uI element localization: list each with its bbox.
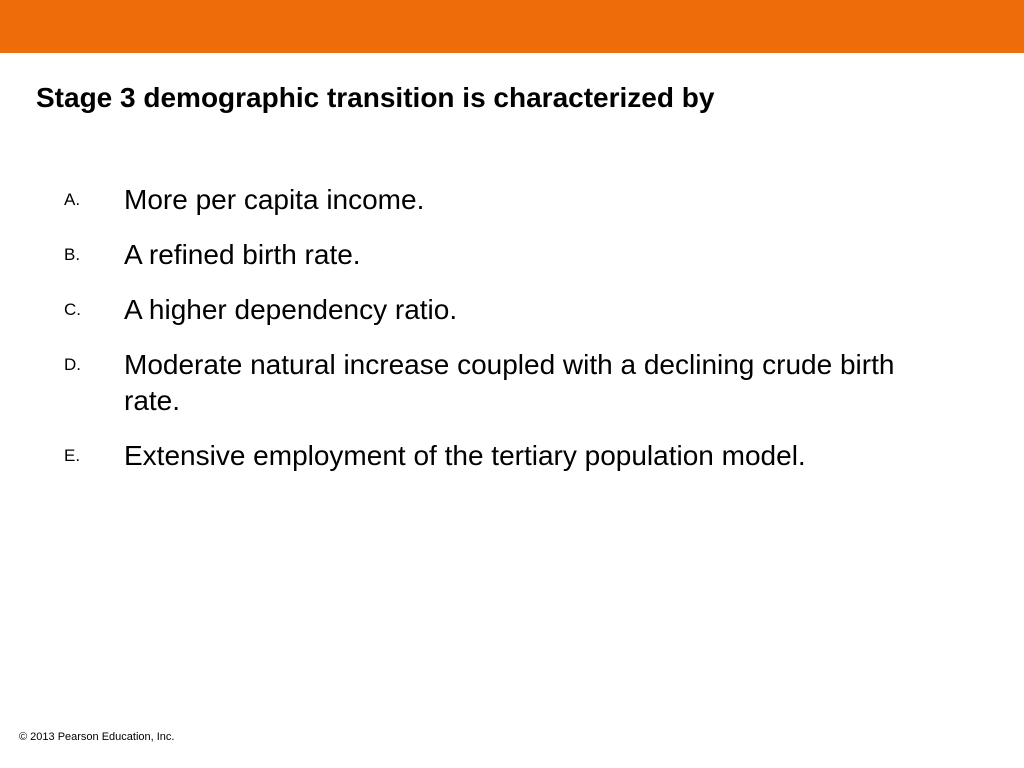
option-letter: C. [64,300,81,319]
answer-option-b[interactable] [64,237,944,273]
answer-options-list [64,182,944,493]
answer-option-e[interactable] [64,438,944,474]
top-accent-bar [0,0,1024,53]
option-letter: A. [64,190,81,209]
option-text: More per capita income. [124,184,425,215]
option-text: A refined birth rate. [124,239,361,270]
slide-title: Stage 3 demographic transition is characterized by [36,82,715,113]
answer-option-a[interactable] [64,182,944,218]
option-text: Moderate natural increase coupled with a declining crude birth rate. [124,349,895,416]
option-letter: E. [64,446,81,465]
option-letter: D. [64,355,81,374]
copyright-notice: © 2013 Pearson Education, Inc. [19,731,175,743]
option-text: A higher dependency ratio. [124,294,458,325]
answer-option-c[interactable] [64,292,944,328]
answer-option-d[interactable] [64,347,944,419]
option-text: Extensive employment of the tertiary population model. [124,440,806,471]
option-letter: B. [64,245,81,264]
